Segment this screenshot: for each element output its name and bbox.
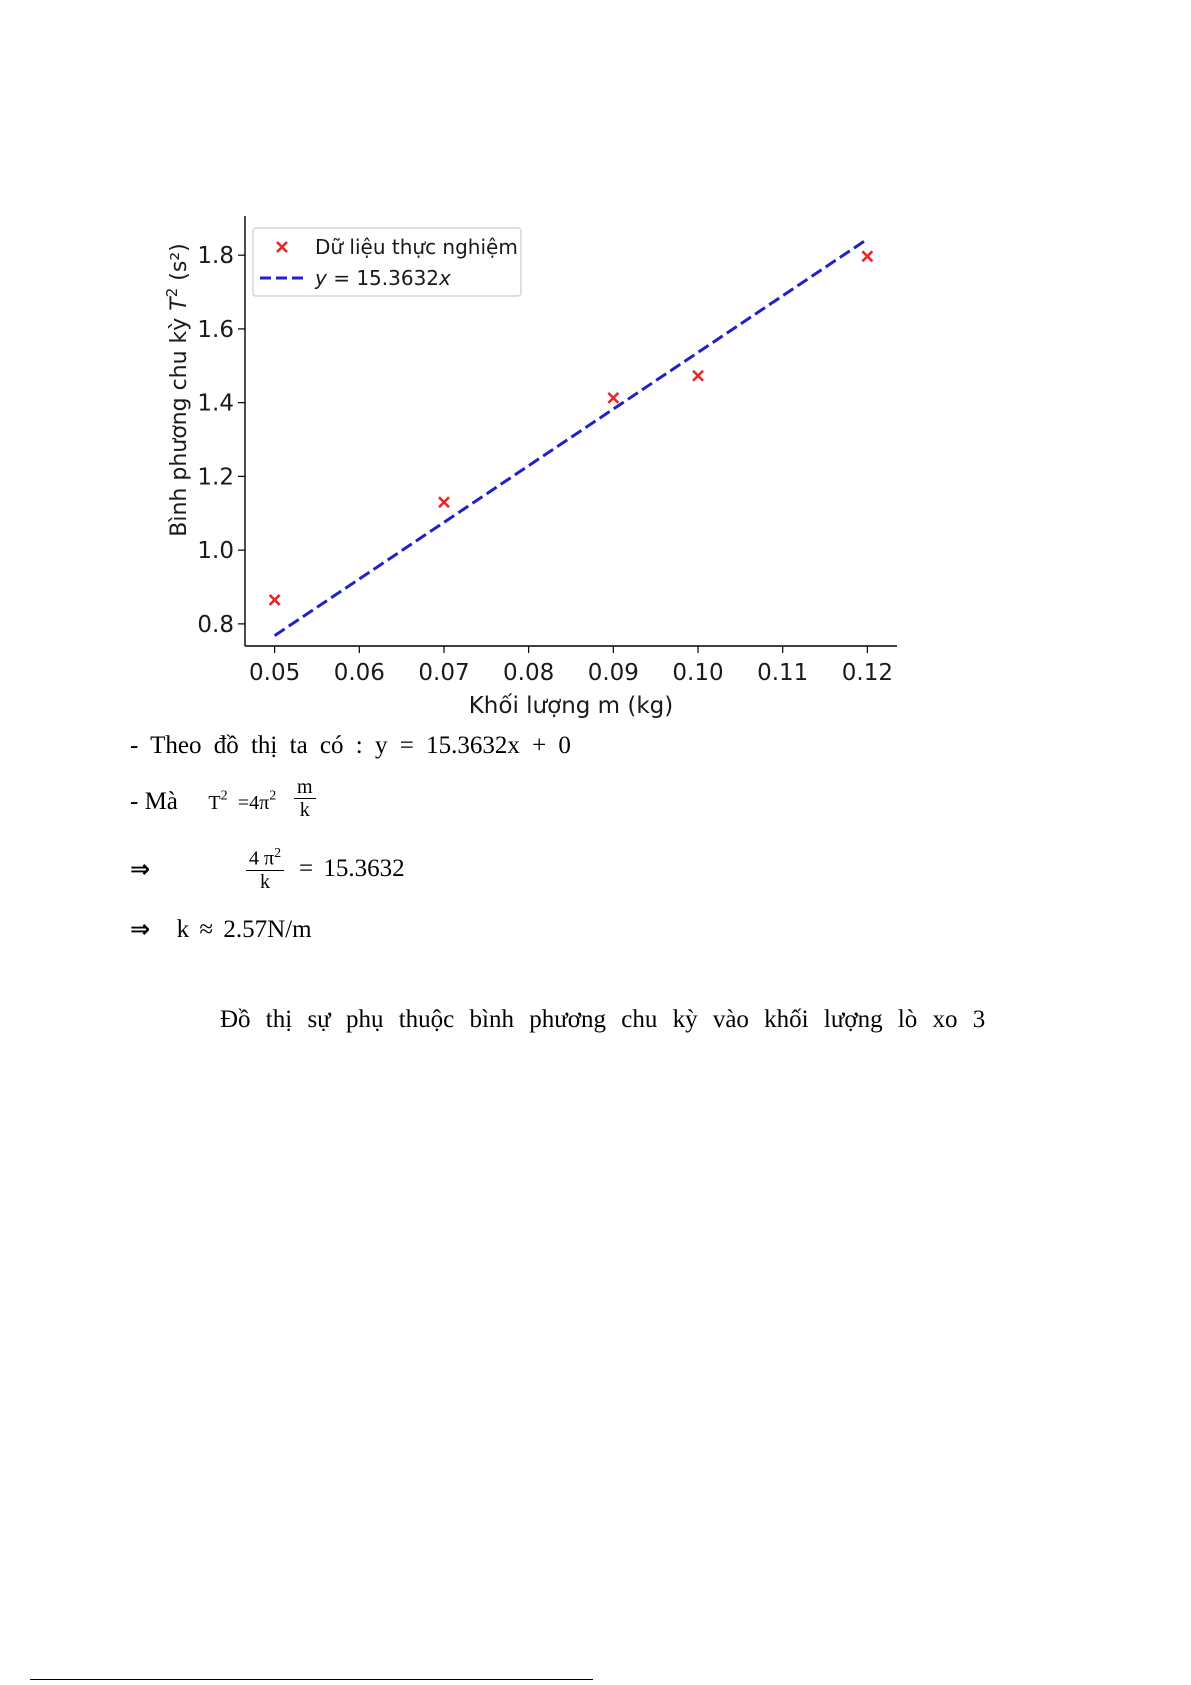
data-point (270, 595, 280, 605)
fraction-denominator: k (299, 799, 310, 821)
y-axis-title: Bình phương chu kỳ $T^2$ (s²) (163, 243, 192, 537)
scatter-chart (165, 222, 1005, 762)
x-tick-label: 0.10 (672, 660, 724, 686)
ma-label: - Mà (130, 788, 178, 815)
equals-value: = 15.3632 (299, 855, 405, 882)
footnote-divider (30, 1679, 593, 1680)
implies-line-1 (130, 855, 150, 884)
x-tick-label: 0.06 (333, 660, 385, 686)
y-tick-label: 1.4 (197, 390, 234, 417)
data-point (439, 497, 449, 507)
four-pi: 4 π (249, 847, 275, 870)
t-symbol: T (208, 792, 221, 814)
chart-container (165, 222, 1005, 762)
t-exponent: 2 (220, 788, 228, 804)
implies-arrow-icon: ⇒ (130, 855, 151, 883)
x-tick-label: 0.12 (841, 660, 893, 686)
y-tick-label: 1.2 (197, 464, 234, 491)
x-tick-label: 0.05 (249, 660, 301, 686)
legend-label-data: Dữ liệu thực nghiệm (315, 235, 518, 259)
equals-four: =4 (237, 792, 260, 814)
implies-line-2 (130, 915, 312, 944)
x-tick-label: 0.07 (418, 660, 470, 686)
y-tick-label: 1.8 (197, 243, 234, 270)
fraction-m-over-k (294, 776, 316, 821)
text-line-ma (130, 788, 276, 816)
y-tick-label: 1.6 (197, 316, 234, 343)
pi-symbol: π (259, 792, 270, 814)
data-point (862, 251, 872, 261)
data-point (608, 393, 618, 403)
x-tick-label: 0.08 (503, 660, 555, 686)
pi-exponent: 2 (269, 788, 277, 804)
figure-caption: Đồ thị sự phụ thuộc bình phương chu kỳ vào khối lượng lò xo 3 (220, 1006, 986, 1033)
pi-exponent: 2 (274, 846, 282, 861)
x-tick-label: 0.11 (757, 660, 809, 686)
x-tick-label: 0.09 (587, 660, 639, 686)
data-point (693, 371, 703, 381)
implies-arrow-icon: ⇒ (130, 915, 151, 943)
fraction-numerator (246, 843, 284, 871)
fraction-numerator: m (294, 776, 316, 799)
k-result: k ≈ 2.57N/m (176, 916, 312, 943)
x-axis-title: Khối lượng m (kg) (468, 693, 674, 719)
y-tick-label: 0.8 (197, 611, 234, 638)
fraction-denominator: k (260, 870, 271, 893)
legend-label-fit: y = 15.3632x (315, 266, 451, 290)
fit-line (275, 239, 868, 636)
fraction-4pi2-over-k (246, 843, 284, 893)
text-line-theo-do-thi: - Theo đồ thị ta có : y = 15.3632x + 0 (130, 732, 571, 759)
y-tick-label: 1.0 (197, 538, 234, 565)
